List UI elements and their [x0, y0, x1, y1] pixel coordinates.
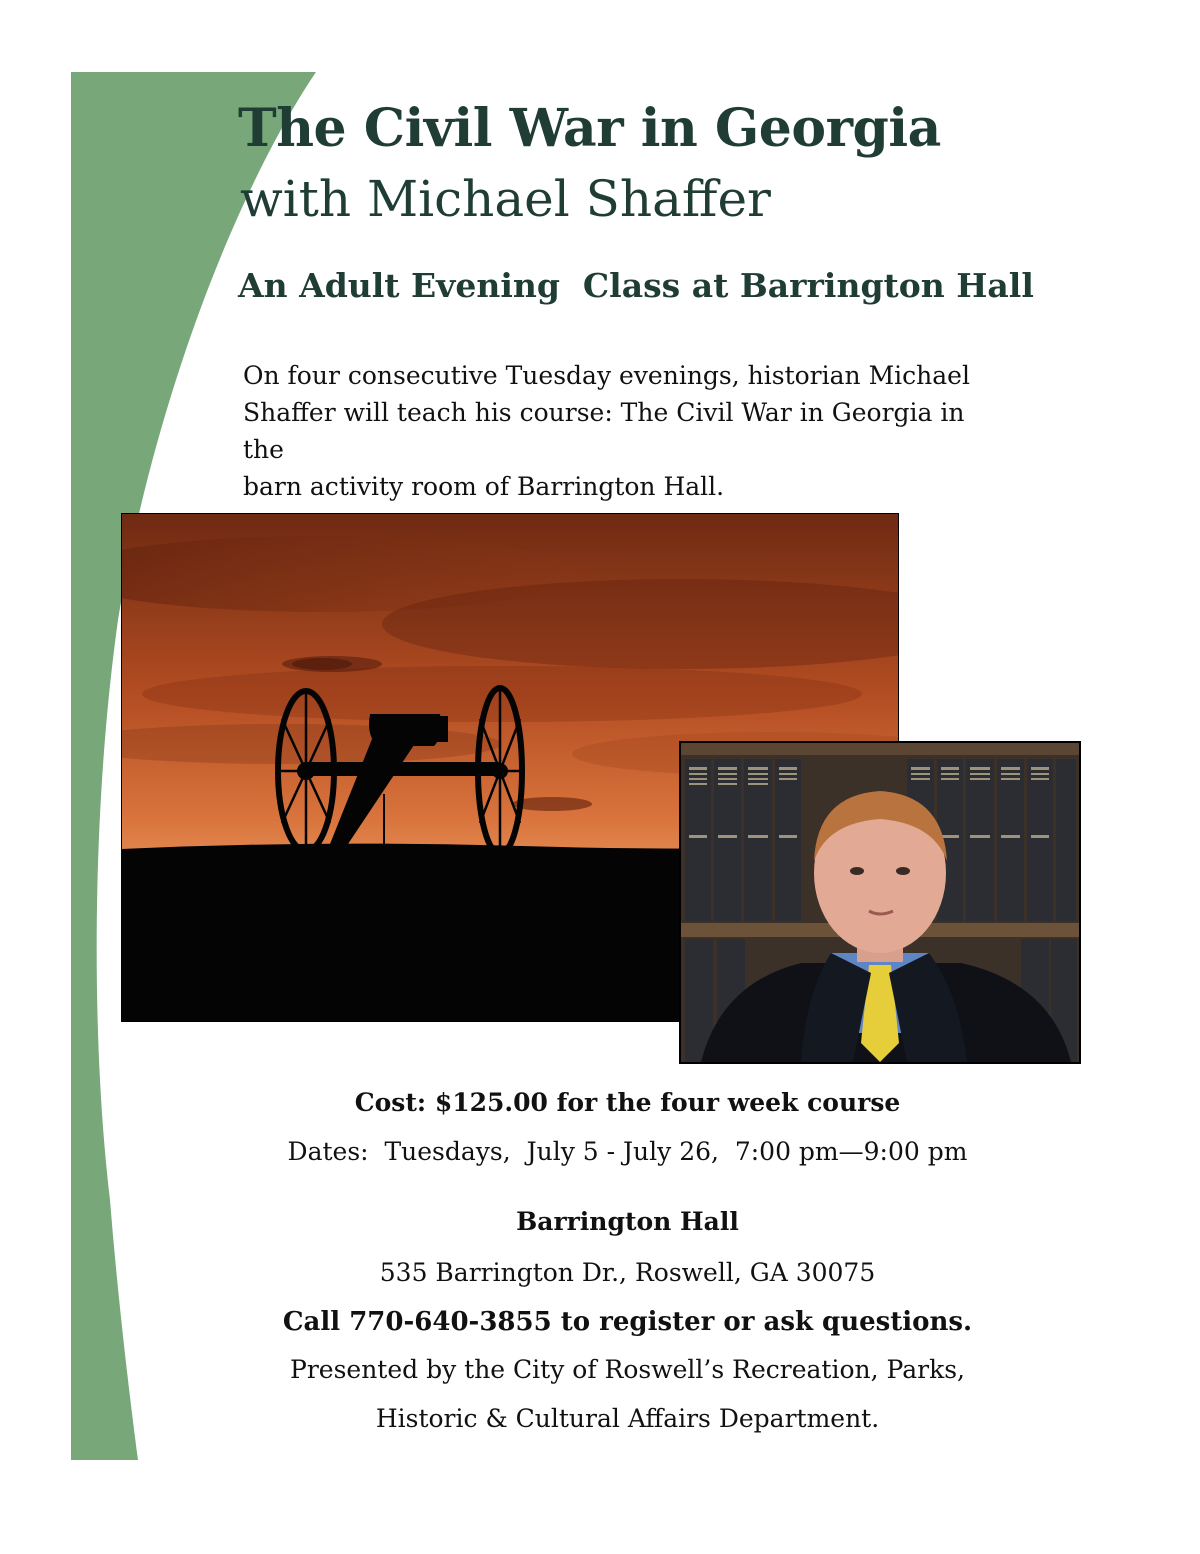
- class-tagline: An Adult Evening Class at Barrington Hall: [238, 266, 1034, 305]
- page-subtitle: with Michael Shaffer: [240, 170, 771, 228]
- page-title: The Civil War in Georgia: [238, 98, 941, 159]
- presenter-line-2: Historic & Cultural Affairs Department.: [375, 1404, 880, 1433]
- intro-paragraph: On four consecutive Tuesday evenings, historian Michael Shaffer will teach his course: The Civil War in Georgia in the barn activity room of Barrington Hall.: [243, 361, 970, 501]
- registration-phone-line: Call 770-640-3855 to register or ask questions.: [282, 1307, 973, 1337]
- venue-address: 535 Barrington Dr., Roswell, GA 30075: [379, 1258, 876, 1287]
- michael-shaffer-portrait: [679, 741, 1081, 1064]
- presenter-line-1: Presented by the City of Roswell’s Recreation, Parks,: [290, 1355, 965, 1384]
- dates-line: Dates: Tuesdays, July 5 - July 26, 7:00 pm—9:00 pm: [287, 1137, 968, 1166]
- venue-name: Barrington Hall: [516, 1207, 739, 1236]
- cost-line: Cost: $125.00 for the four week course: [354, 1088, 901, 1117]
